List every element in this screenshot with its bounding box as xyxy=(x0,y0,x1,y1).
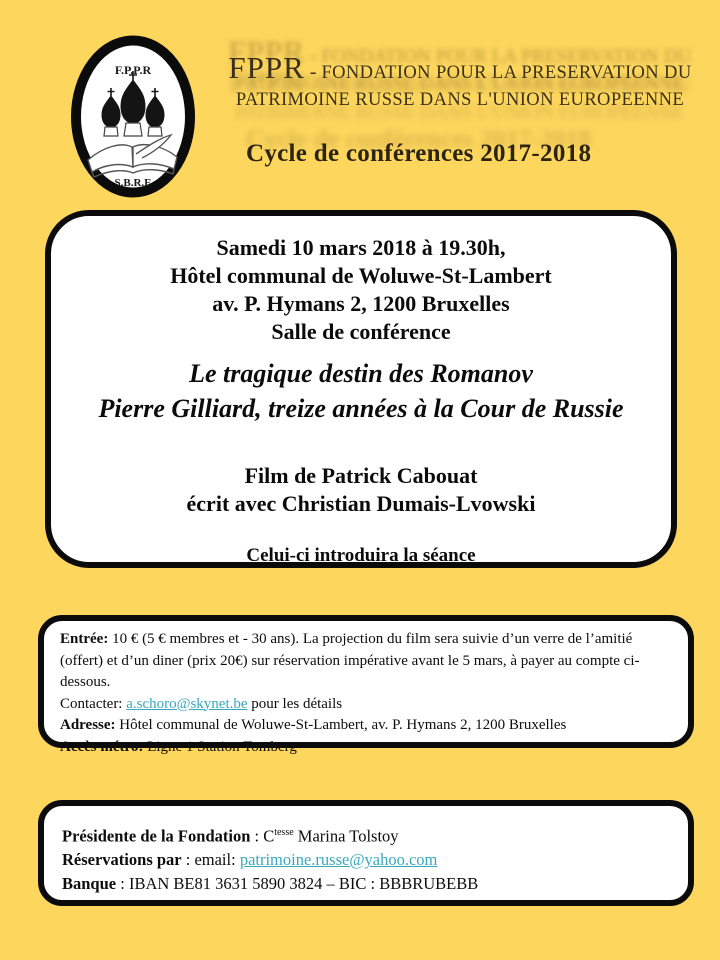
reservations-label: Réservations par xyxy=(62,850,182,869)
fppr-logo-icon xyxy=(70,34,196,199)
footer-card xyxy=(38,800,694,906)
adresse-label: Adresse: xyxy=(60,717,116,733)
entree-text: 10 € (5 € membres et - 30 ans). La projection du film sera suivie d’un verre de l’amitié (offert) et d’un diner (prix 20€) sur réservation impérative avant le 5 mars, à payer au compte ci-dessous. xyxy=(60,631,640,690)
event-card xyxy=(45,210,677,568)
org-name-line2: PATRIMOINE RUSSE DANS L'UNION EUROPEENNE xyxy=(235,90,685,110)
event-venue: Hôtel communal de Woluwe-St-Lambert xyxy=(170,263,552,288)
event-address: av. P. Hymans 2, 1200 Bruxelles xyxy=(212,291,510,316)
org-title xyxy=(222,50,698,111)
event-datetime: Samedi 10 mars 2018 à 19.30h, xyxy=(216,235,506,260)
org-abbr: FPPR xyxy=(228,50,305,85)
metro-line xyxy=(60,737,672,759)
film-title-line1: Le tragique destin des Romanov xyxy=(189,359,533,388)
entree-label: Entrée: xyxy=(60,631,109,647)
logo-bottom-text: S.B.R.E xyxy=(114,177,152,189)
org-title-line1 xyxy=(222,50,698,86)
president-title-superscript: tesse xyxy=(274,827,294,838)
contact-suffix: pour les détails xyxy=(247,695,343,712)
contact-line xyxy=(60,694,672,716)
film-title-line2: Pierre Gilliard, treize années à la Cour de Russie xyxy=(98,394,624,423)
metro-text: Ligne 1 Station Tomberg xyxy=(143,738,297,755)
president-line xyxy=(62,821,670,848)
president-mid: : C xyxy=(250,826,275,846)
info-card xyxy=(38,615,694,755)
reservations-line xyxy=(62,848,670,872)
series-title: Cycle de conférences 2017-2018 xyxy=(246,140,592,167)
president-name: Marina Tolstoy xyxy=(293,826,399,846)
reservations-email-link[interactable]: patrimoine.russe@yahoo.com xyxy=(239,850,438,869)
logo-top-text: F.P.P.R xyxy=(114,63,152,77)
film-credit-writer: écrit avec Christian Dumais-Lvowski xyxy=(186,491,536,516)
reservations-mid: : email: xyxy=(181,850,240,869)
event-note: Celui-ci introduira la séance xyxy=(246,545,476,566)
org-separator: - xyxy=(304,61,322,83)
film-credit-director: Film de Patrick Cabouat xyxy=(244,463,478,488)
bank-label: Banque xyxy=(62,873,117,893)
metro-label: Accès métro: xyxy=(60,738,144,755)
adresse-text: Hôtel communal de Woluwe-St-Lambert, av. P. Hymans 2, 1200 Bruxelles xyxy=(115,717,567,733)
contact-label: Contacter: xyxy=(60,695,127,712)
entree-line xyxy=(60,629,672,694)
president-label: Présidente de la Fondation xyxy=(62,826,251,846)
fppr-logo xyxy=(70,34,196,199)
contact-email-link[interactable]: a.schoro@skynet.be xyxy=(126,695,248,712)
bank-line xyxy=(62,872,670,896)
bank-text: : IBAN BE81 3631 5890 3824 – BIC : BBBRUBEBB xyxy=(116,873,479,893)
event-room: Salle de conférence xyxy=(271,319,451,344)
adresse-line xyxy=(60,715,672,737)
org-name-line1: FONDATION POUR LA PRESERVATION DU xyxy=(321,63,692,83)
